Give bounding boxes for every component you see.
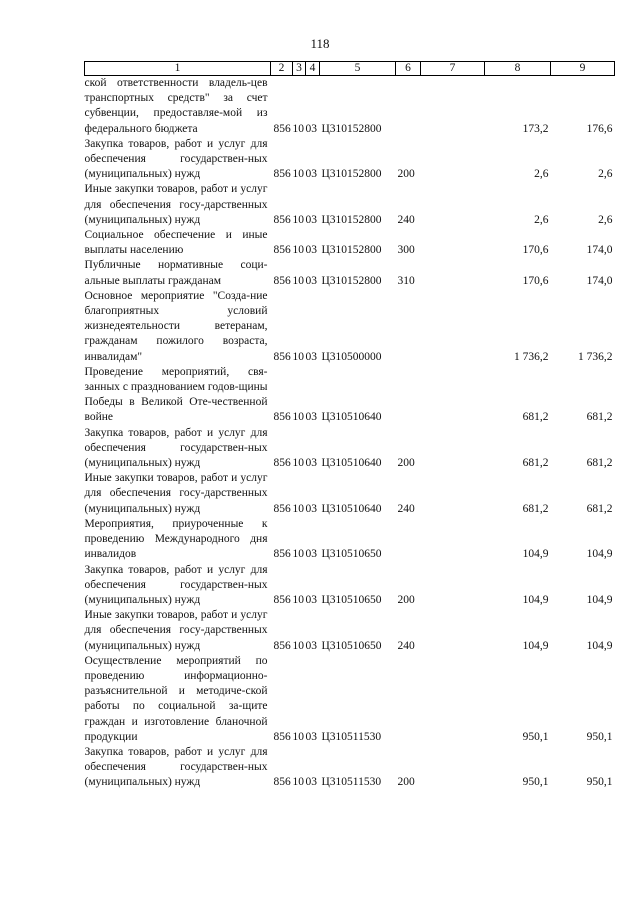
target-article-code: Ц310152800 (321, 122, 382, 135)
target-article-code: Ц310510650 (321, 639, 382, 652)
ministry-code: 856 (273, 502, 291, 515)
section-code: 10 (292, 244, 304, 257)
table-row (85, 289, 615, 365)
section-code: 10 (292, 411, 304, 424)
amount-year-1: 681,2 (522, 502, 549, 515)
subsection-code: 03 (305, 548, 317, 561)
target-article-code: Ц310511530 (321, 730, 382, 743)
table-row (85, 426, 615, 472)
section-code: 10 (292, 122, 304, 135)
column-7-value (421, 76, 485, 137)
subsection-code: 03 (305, 213, 317, 226)
amount-year-2: 950,1 (586, 730, 613, 743)
header-cell: 3 (293, 62, 306, 76)
amount-year-2: 174,0 (586, 274, 613, 287)
table-row (85, 258, 615, 288)
table-row (85, 365, 615, 426)
section-code: 10 (292, 730, 304, 743)
amount-year-1: 950,1 (522, 776, 549, 789)
expense-type-code (396, 289, 421, 365)
amount-year-2: 2,6 (598, 213, 613, 226)
row-name: Публичные нормативные соци-альные выплаты гражданам (84, 259, 268, 287)
header-cell: 2 (271, 62, 293, 76)
amount-year-1: 1 736,2 (514, 350, 549, 363)
expense-type-code: 310 (397, 274, 415, 287)
expense-type-code: 200 (397, 457, 415, 470)
amount-year-1: 104,9 (522, 639, 549, 652)
table-row (85, 563, 615, 609)
amount-year-2: 104,9 (586, 593, 613, 606)
expense-type-code: 300 (397, 244, 415, 257)
subsection-code: 03 (305, 639, 317, 652)
row-name: Закупка товаров, работ и услуг для обеспечения государствен-ных (муниципальных) нужд (84, 563, 268, 606)
target-article-code: Ц310510640 (321, 411, 382, 424)
header-cell: 1 (85, 62, 271, 76)
target-article-code: Ц310510650 (321, 548, 382, 561)
expense-type-code: 200 (397, 593, 415, 606)
section-code: 10 (292, 593, 304, 606)
ministry-code: 856 (273, 776, 291, 789)
target-article-code: Ц310510640 (321, 457, 382, 470)
amount-year-2: 174,0 (586, 244, 613, 257)
target-article-code: Ц310152800 (321, 168, 382, 181)
row-name: Закупка товаров, работ и услуг для обеспечения государствен-ных (муниципальных) нужд (84, 745, 268, 789)
subsection-code: 03 (305, 122, 317, 135)
section-code: 10 (292, 168, 304, 181)
section-code: 10 (292, 213, 304, 226)
amount-year-1: 2,6 (534, 168, 549, 181)
column-7-value (421, 654, 485, 745)
expense-type-code (396, 76, 421, 137)
table-row (85, 137, 615, 183)
column-7-value (421, 182, 485, 228)
column-7-value (421, 608, 485, 654)
section-code: 10 (292, 350, 304, 363)
ministry-code: 856 (273, 593, 291, 606)
amount-year-1: 173,2 (522, 122, 549, 135)
header-cell: 9 (551, 62, 615, 76)
row-name: Осуществление мероприятий по проведению информационно-разъяснительной и методиче-ской работы по социальной за-щите граждан и изготовление бланочной продукции (84, 654, 268, 743)
table-row (85, 608, 615, 654)
column-7-value (421, 517, 485, 563)
column-7-value (421, 745, 485, 791)
header-cell: 6 (396, 62, 421, 76)
ministry-code: 856 (273, 548, 291, 561)
amount-year-1: 170,6 (522, 244, 549, 257)
expense-type-code (396, 654, 421, 745)
table-row (85, 228, 615, 258)
table-row (85, 182, 615, 228)
column-7-value (421, 258, 485, 288)
section-code: 10 (292, 548, 304, 561)
subsection-code: 03 (305, 457, 317, 470)
column-7-value (421, 137, 485, 183)
subsection-code: 03 (305, 244, 317, 257)
target-article-code: Ц310511530 (321, 776, 382, 789)
row-name: Мероприятия, приуроченные к проведению Международного дня инвалидов (84, 517, 268, 561)
ministry-code: 856 (273, 274, 291, 287)
header-cell: 8 (485, 62, 551, 76)
expense-type-code: 240 (397, 213, 415, 226)
amount-year-1: 2,6 (534, 213, 549, 226)
amount-year-2: 681,2 (586, 411, 613, 424)
subsection-code: 03 (305, 274, 317, 287)
budget-table (84, 61, 615, 791)
ministry-code: 856 (273, 244, 291, 257)
amount-year-2: 950,1 (586, 776, 613, 789)
amount-year-2: 1 736,2 (578, 350, 613, 363)
section-code: 10 (292, 457, 304, 470)
column-7-value (421, 365, 485, 426)
column-7-value (421, 289, 485, 365)
amount-year-1: 681,2 (522, 411, 549, 424)
table-row (85, 745, 615, 791)
target-article-code: Ц310510640 (321, 502, 382, 515)
target-article-code: Ц310500000 (321, 350, 382, 363)
row-name: Социальное обеспечение и иные выплаты населению (84, 229, 268, 257)
expense-type-code: 200 (397, 168, 415, 181)
expense-type-code: 200 (397, 776, 415, 789)
page-number: 118 (310, 36, 330, 51)
row-name: Иные закупки товаров, работ и услуг для обеспечения госу-дарственных (муниципальных) нужд (84, 183, 268, 226)
amount-year-1: 170,6 (522, 274, 549, 287)
ministry-code: 856 (273, 411, 291, 424)
column-7-value (421, 563, 485, 609)
expense-type-code (396, 365, 421, 426)
ministry-code: 856 (273, 168, 291, 181)
amount-year-2: 176,6 (586, 122, 613, 135)
column-7-value (421, 471, 485, 517)
expense-type-code: 240 (397, 502, 415, 515)
ministry-code: 856 (273, 457, 291, 470)
subsection-code: 03 (305, 411, 317, 424)
column-7-value (421, 426, 485, 472)
table-row (85, 654, 615, 745)
table-row (85, 517, 615, 563)
ministry-code: 856 (273, 122, 291, 135)
amount-year-2: 681,2 (586, 502, 613, 515)
subsection-code: 03 (305, 350, 317, 363)
amount-year-1: 950,1 (522, 730, 549, 743)
target-article-code: Ц310152800 (321, 244, 382, 257)
ministry-code: 856 (273, 730, 291, 743)
amount-year-2: 2,6 (598, 168, 613, 181)
amount-year-1: 104,9 (522, 548, 549, 561)
section-code: 10 (292, 776, 304, 789)
subsection-code: 03 (305, 502, 317, 515)
section-code: 10 (292, 639, 304, 652)
amount-year-2: 681,2 (586, 457, 613, 470)
table-row (85, 76, 615, 137)
amount-year-2: 104,9 (586, 639, 613, 652)
row-name: Проведение мероприятий, свя-занных с празднованием годов-щины Победы в Великой Оте-чественной войне (84, 365, 268, 424)
expense-type-code (396, 517, 421, 563)
row-name: Иные закупки товаров, работ и услуг для обеспечения госу-дарственных (муниципальных) нужд (84, 609, 268, 652)
header-cell: 5 (320, 62, 396, 76)
target-article-code: Ц310152800 (321, 274, 382, 287)
subsection-code: 03 (305, 168, 317, 181)
ministry-code: 856 (273, 350, 291, 363)
target-article-code: Ц310152800 (321, 213, 382, 226)
row-name: ской ответственности владель-цев транспортных средств" за счет субвенции, предоставляе-мой из федерального бюджета (84, 77, 268, 135)
subsection-code: 03 (305, 776, 317, 789)
amount-year-1: 104,9 (522, 593, 549, 606)
ministry-code: 856 (273, 639, 291, 652)
amount-year-1: 681,2 (522, 457, 549, 470)
subsection-code: 03 (305, 593, 317, 606)
row-name: Закупка товаров, работ и услуг для обеспечения государствен-ных (муниципальных) нужд (84, 137, 268, 181)
section-code: 10 (292, 274, 304, 287)
header-cell: 7 (421, 62, 485, 76)
column-7-value (421, 228, 485, 258)
header-cell: 4 (306, 62, 320, 76)
amount-year-2: 104,9 (586, 548, 613, 561)
expense-type-code: 240 (397, 639, 415, 652)
table-row (85, 471, 615, 517)
row-name: Иные закупки товаров, работ и услуг для обеспечения госу-дарственных (муниципальных) нужд (84, 472, 268, 515)
table-header-row (85, 62, 615, 76)
target-article-code: Ц310510650 (321, 593, 382, 606)
row-name: Закупка товаров, работ и услуг для обеспечения государствен-ных (муниципальных) нужд (84, 426, 268, 470)
row-name: Основное мероприятие "Созда-ние благоприятных условий жизнедеятельности ветеранам, гражданам пожилого возраста, инвалидам" (84, 289, 268, 363)
ministry-code: 856 (273, 213, 291, 226)
subsection-code: 03 (305, 730, 317, 743)
section-code: 10 (292, 502, 304, 515)
